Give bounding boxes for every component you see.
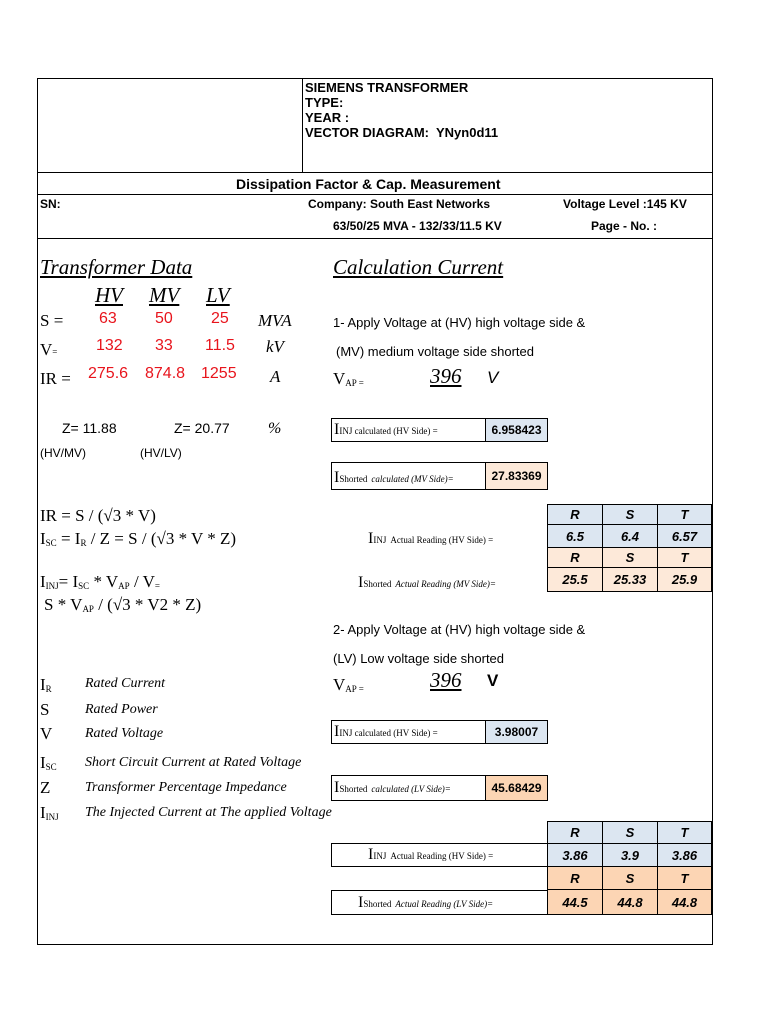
shorted-calc1-value: 27.83369: [485, 462, 548, 490]
z-hvlv-desc: (HV/LV): [140, 446, 182, 460]
z-unit: %: [268, 420, 282, 437]
formula-ir: IR = S / (√3 * V): [40, 506, 156, 525]
f4-a: S * V: [44, 595, 83, 614]
z-hvmv-desc: (HV/MV): [40, 446, 86, 460]
s-mv-value: 50: [155, 310, 173, 327]
shorted-calc2-value: 45.68429: [485, 775, 548, 801]
v-equals: =: [52, 347, 58, 357]
voltage-level: Voltage Level :145 KV: [563, 197, 687, 211]
frame-header-divider: [302, 78, 303, 173]
t2-short-t: 44.8: [657, 889, 712, 915]
formula-iinj-cont: [44, 595, 201, 615]
ir-unit: A: [270, 367, 281, 386]
f2-sub-sc: SC: [45, 538, 57, 548]
inj-calc2-label: IINJ calculated (HV Side) =: [334, 723, 438, 740]
t2-hdr-r: R: [547, 821, 603, 844]
vap2-label: $V_{AP =}$: [333, 675, 364, 694]
f3-sub-eq: =: [154, 581, 160, 591]
vap1-value: 396: [430, 364, 462, 388]
vap2-value: 396: [430, 668, 462, 692]
col-hv: HV: [95, 283, 123, 307]
inj-calc2-value: 3.98007: [485, 720, 548, 744]
frame-top: [37, 78, 713, 79]
z-hvlv: Z= 20.77: [174, 420, 230, 436]
t1-inj-t: 6.57: [657, 524, 712, 548]
frame-title-bottom: [37, 194, 713, 195]
v-lv-value: 11.5: [205, 337, 235, 354]
t2-inj-s: 3.9: [602, 843, 658, 867]
f2-b: / Z = S / (√3 * V * Z): [90, 529, 237, 548]
t1-hdr2-s: S: [602, 547, 658, 568]
t1-inj-r: 6.5: [547, 524, 603, 548]
transformer-data-title: Transformer Data: [40, 255, 193, 279]
t1-short-t: 25.9: [657, 567, 712, 592]
frame-header-bottom: [37, 172, 713, 173]
t2-short-s: 44.8: [602, 889, 658, 915]
legend-desc-s: Rated Power: [85, 702, 158, 717]
t2-hdr-t: T: [657, 821, 712, 844]
s-lv-value: 25: [211, 310, 229, 327]
col-lv: LV: [206, 283, 230, 307]
s-hv-value: 63: [99, 310, 117, 327]
f3-a: = I: [58, 572, 79, 591]
frame-info-bottom: [37, 238, 713, 239]
legend-desc-z: Transformer Percentage Impedance: [85, 780, 287, 795]
vap1-unit: V: [487, 368, 499, 387]
t1-hdr-s: S: [602, 504, 658, 525]
legend-symbol-s: S: [40, 700, 50, 719]
shorted-actual1-label: IShorted Actual Reading (MV Side)=: [358, 574, 496, 591]
vector-diagram-value: YNyn0d11: [435, 125, 499, 140]
t1-short-s: 25.33: [602, 567, 658, 592]
formula-iinj: [40, 572, 160, 592]
t2-hdr2-r: R: [547, 866, 603, 890]
f3-sub-inj: INJ: [45, 581, 59, 591]
t1-hdr-t: T: [657, 504, 712, 525]
ir-mv-value: 874.8: [145, 365, 186, 382]
step1-line2: (MV) medium voltage side shorted: [336, 344, 534, 359]
f4-b: / (√3 * V2 * Z): [98, 595, 202, 614]
calc-title: Calculation Current: [333, 255, 504, 279]
s-unit: MVA: [258, 311, 292, 330]
legend-desc-ir: Rated Current: [85, 676, 165, 691]
vector-diagram-label: VECTOR DIAGRAM:: [305, 125, 429, 140]
legend-symbol-ir: $I_R$: [40, 675, 52, 694]
t2-inj-r: 3.86: [547, 843, 603, 867]
legend-desc-iinj: The Injected Current at The applied Voltage: [85, 805, 332, 820]
t2-inj-t: 3.86: [657, 843, 712, 867]
legend-symbol-v: V: [40, 724, 53, 743]
f3-sub-ap: AP: [118, 581, 130, 591]
f3-c: / V: [133, 572, 155, 591]
inj-actual1-label: IINJ Actual Reading (HV Side) =: [368, 530, 494, 547]
f2-i: I: [40, 529, 46, 548]
t2-short-r: 44.5: [547, 889, 603, 915]
col-mv: MV: [149, 283, 180, 307]
v-mv-value: 33: [155, 337, 173, 354]
v-label: [40, 340, 57, 360]
legend-symbol-z: Z: [40, 778, 51, 797]
frame-bottom: [37, 944, 713, 945]
header-year: YEAR :: [305, 110, 350, 125]
inj-calc1-value: 6.958423: [485, 418, 548, 442]
f3-i: I: [40, 572, 46, 591]
v-hv-value: 132: [96, 337, 123, 354]
shorted-actual2-label: IShorted Actual Reading (LV Side)=: [358, 894, 494, 911]
f2-sub-r: R: [80, 538, 87, 548]
t1-hdr2-r: R: [547, 547, 603, 568]
f3-sub-sc: SC: [78, 581, 90, 591]
legend-symbol-isc: $I_{SC}$: [40, 753, 57, 772]
t1-short-r: 25.5: [547, 567, 603, 592]
t2-hdr-s: S: [602, 821, 658, 844]
legend-symbol-iinj: $I_{INJ}$: [40, 803, 59, 822]
step1-line1: 1- Apply Voltage at (HV) high voltage side &: [333, 315, 586, 330]
sn-label: SN:: [40, 197, 61, 211]
t1-hdr2-t: T: [657, 547, 712, 568]
header-type: TYPE:: [305, 95, 344, 110]
legend-desc-isc: Short Circuit Current at Rated Voltage: [85, 755, 302, 770]
f3-b: * V: [93, 572, 119, 591]
formula-isc: [40, 529, 236, 549]
inj-calc1-label: IINJ calculated (HV Side) =: [334, 421, 438, 438]
ir-hv-value: 275.6: [88, 365, 129, 382]
f2-a: = I: [60, 529, 81, 548]
s-label: S =: [40, 311, 64, 330]
section-title: Dissipation Factor & Cap. Measurement: [236, 176, 501, 192]
z-hvmv: Z= 11.88: [62, 420, 117, 436]
vap2-unit: V: [487, 671, 499, 690]
v-symbol: V: [40, 340, 53, 359]
frame-left: [37, 78, 38, 945]
f4-sub-ap: AP: [82, 604, 94, 614]
inj-actual2-label: IINJ Actual Reading (HV Side) =: [368, 846, 494, 863]
rating-label: 63/50/25 MVA - 132/33/11.5 KV: [333, 219, 502, 233]
t2-hdr2-s: S: [602, 866, 658, 890]
header-vector-diagram: [305, 125, 498, 140]
ir-label: IR =: [40, 369, 71, 388]
legend-desc-v: Rated Voltage: [85, 726, 164, 741]
frame-right: [712, 78, 713, 945]
t1-inj-s: 6.4: [602, 524, 658, 548]
step2-line2: (LV) Low voltage side shorted: [333, 651, 505, 666]
step2-line1: 2- Apply Voltage at (HV) high voltage side &: [333, 622, 586, 637]
company-label: Company: South East Networks: [308, 197, 491, 211]
ir-lv-value: 1255: [201, 365, 237, 382]
shorted-calc2-label: IShorted calculated (LV Side)=: [334, 779, 451, 796]
v-unit: kV: [266, 337, 284, 356]
shorted-calc1-label: IShorted calculated (MV Side)=: [334, 469, 454, 486]
vap1-label: $V_{AP =}$: [333, 369, 364, 388]
header-brand: SIEMENS TRANSFORMER: [305, 80, 469, 95]
t1-hdr-r: R: [547, 504, 603, 525]
t2-hdr2-t: T: [657, 866, 712, 890]
page-number: Page - No. :: [591, 219, 658, 233]
